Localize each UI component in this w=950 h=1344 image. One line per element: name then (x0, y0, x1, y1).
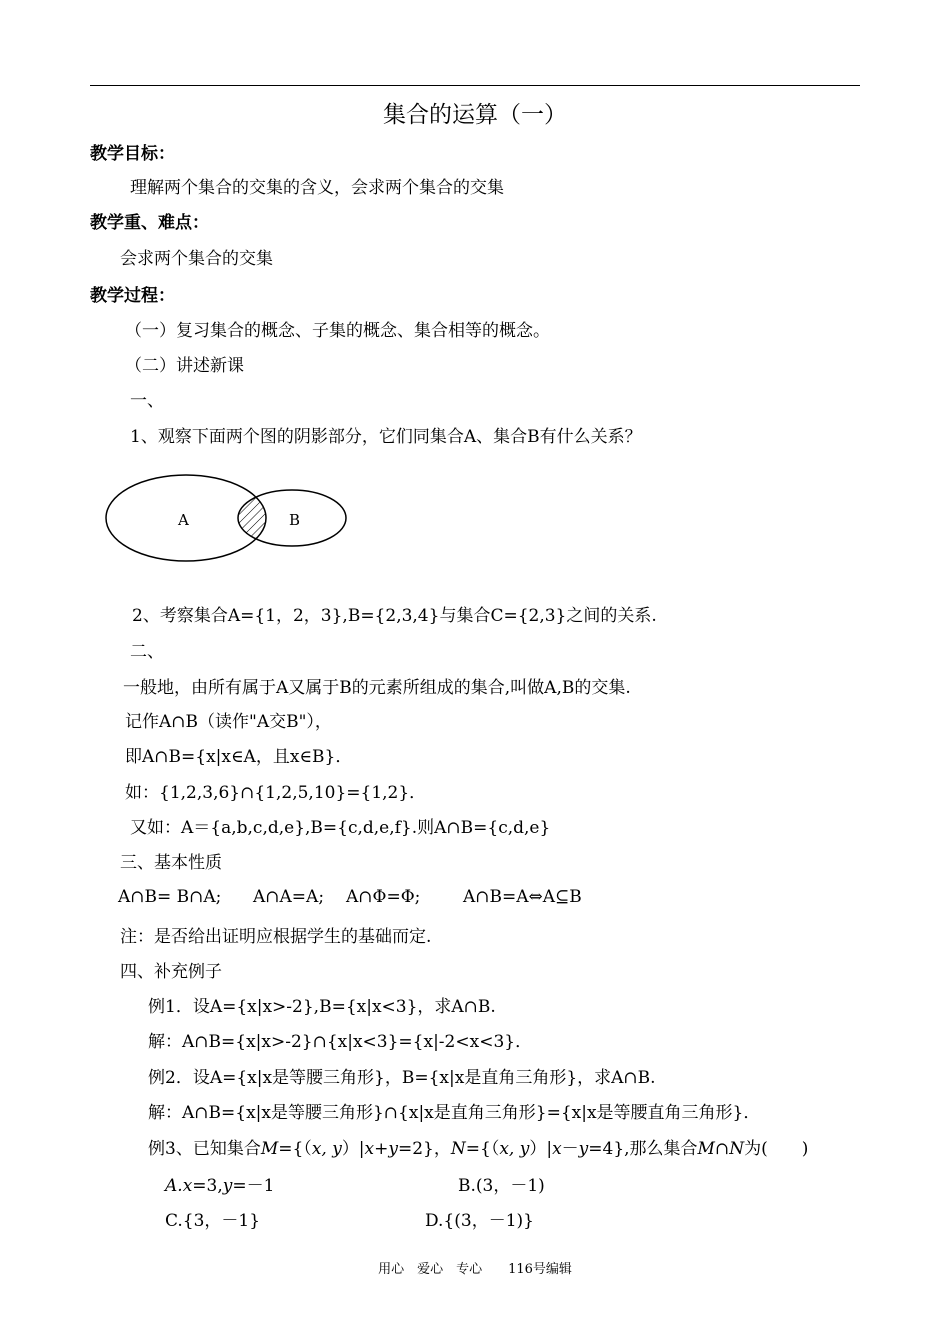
venn-diagram (105, 470, 355, 565)
property-1: A∩B= B∩A; (118, 887, 222, 907)
example-3 (148, 1138, 808, 1160)
definition-line: 一般地，由所有属于A又属于B的元素所组成的集合,叫做A,B的交集. (123, 678, 631, 698)
note-line: 注：是否给出证明应根据学生的基础而定. (120, 927, 432, 947)
part-two-label: 二、 (130, 642, 164, 662)
ex3-text: ）| (341, 1139, 365, 1159)
header-rule (90, 85, 860, 86)
solution-1: 解：A∩B={x|x>-2}∩{x|x<3}={x|-2<x<3}． (148, 1032, 533, 1052)
venn-label-b: B (289, 511, 301, 529)
goal-text: 理解两个集合的交集的含义，会求两个集合的交集 (130, 178, 504, 198)
option-d: D.{(3，－1)} (425, 1211, 534, 1231)
ex3-text: =2}， (398, 1139, 451, 1159)
solution-2: 解：A∩B={x|x是等腰三角形}∩{x|x是直角三角形}={x|x是等腰直角三角形}． (148, 1103, 761, 1123)
option-a-label: A. (165, 1176, 183, 1196)
ex3-text: ={（ (278, 1139, 312, 1159)
ex3-var: x (364, 1139, 375, 1159)
option-c: C.{3，－1} (165, 1211, 261, 1231)
property-4: A∩B=A⇔A⊆B (463, 887, 582, 907)
formula-line: 即A∩B={x|x∈A，且x∈B}． (125, 747, 353, 767)
ex3-var: x (552, 1139, 562, 1159)
process-heading: 教学过程： (90, 286, 175, 306)
ex3-var: x, y (311, 1139, 342, 1159)
part-one-label: 一、 (130, 391, 164, 411)
page-footer: 用心 爱心 专心 116号编辑 (378, 1262, 572, 1277)
ex3-var: y (578, 1139, 589, 1159)
ex3-text: ={（ (465, 1139, 500, 1159)
venn-label-a: A (178, 511, 189, 529)
goal-heading: 教学目标： (90, 144, 175, 164)
examples-heading: 四、补充例子 (120, 962, 222, 982)
option-a-var: y (222, 1176, 233, 1196)
example-2: 例2．设A={x|x是等腰三角形}，B={x|x是直角三角形}，求A∩B. (148, 1068, 656, 1088)
option-a (165, 1175, 274, 1197)
option-b: B.(3，－1) (458, 1176, 545, 1196)
option-a-text: =－1 (232, 1176, 275, 1196)
page-title: 集合的运算（一） (383, 102, 567, 128)
ex3-text: ）| (529, 1139, 553, 1159)
keypoints-heading: 教学重、难点： (90, 213, 209, 233)
example-line-1: 如：{1,2,3,6}∩{1,2,5,10}={1,2}． (125, 783, 427, 803)
ex3-text: 为( ) (744, 1139, 809, 1159)
ex3-set-m: M (260, 1139, 279, 1159)
ex3-prefix: 例3、已知集合 (148, 1139, 261, 1159)
ex3-set-mn: M∩N (697, 1139, 745, 1159)
property-2: A∩A=A; (253, 887, 325, 907)
option-a-var: x (182, 1176, 193, 1196)
ex3-text: + (374, 1139, 389, 1159)
option-a-text: =3, (192, 1176, 223, 1196)
properties-heading: 三、基本性质 (120, 853, 222, 873)
question-1: 1、观察下面两个图的阴影部分，它们同集合A、集合B有什么关系？ (130, 427, 642, 447)
question-2: 2、考察集合A={1，2，3},B={2,3,4}与集合C={2,3}之间的关系. (132, 606, 657, 626)
ex3-set-n: N (450, 1139, 466, 1159)
ex3-var: x, y (499, 1139, 530, 1159)
notation-line: 记作A∩B（读作"A交B"）， (125, 712, 332, 732)
review-line: （一）复习集合的概念、子集的概念、集合相等的概念。 (125, 321, 550, 341)
example-line-2: 又如：A＝{a,b,c,d,e},B={c,d,e,f}.则A∩B={c,d,e} (130, 818, 551, 838)
property-3: A∩Φ=Φ; (346, 887, 421, 907)
ex3-text: =4},那么集合 (588, 1139, 698, 1159)
example-1: 例1．设A={x|x>-2},B={x|x<3}，求A∩B. (148, 997, 496, 1017)
keypoints-text: 会求两个集合的交集 (120, 249, 273, 269)
ex3-text: － (561, 1139, 579, 1159)
ex3-var: y (388, 1139, 398, 1159)
new-lesson-line: （二）讲述新课 (125, 356, 244, 376)
